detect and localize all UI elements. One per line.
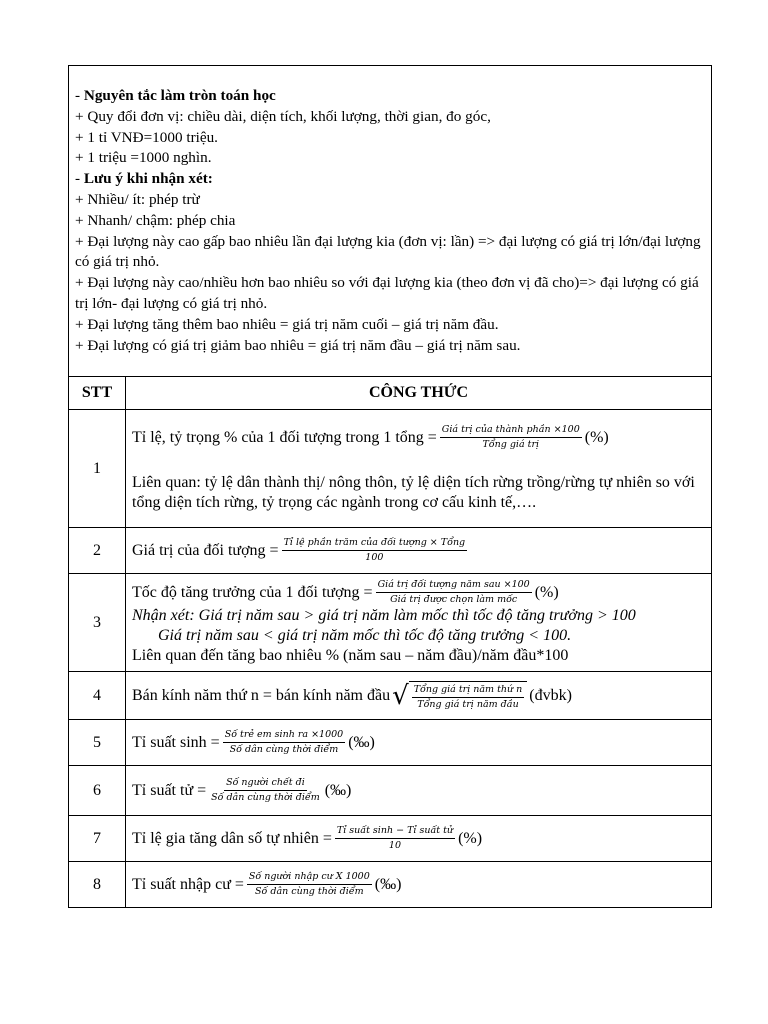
note-line: + Nhanh/ chậm: phép chia bbox=[75, 211, 236, 229]
row-number: 7 bbox=[69, 816, 126, 862]
formula-line bbox=[132, 537, 705, 564]
formula-label: Tỉ suất tử = bbox=[132, 781, 207, 799]
fraction-denominator: Tổng giá trị năm đầu bbox=[417, 698, 519, 710]
note-line: + 1 tỉ VNĐ=1000 triệu. bbox=[75, 128, 218, 146]
fraction-numerator: Tỉ suất sinh − Tỉ suất tử bbox=[335, 825, 455, 839]
fraction bbox=[247, 871, 372, 898]
fraction-numerator: Giá trị đối tượng năm sau ×100 bbox=[376, 579, 532, 593]
row-number: 4 bbox=[69, 672, 126, 720]
formula-label: Tỉ lệ gia tăng dân số tự nhiên = bbox=[132, 829, 332, 847]
note-line: + 1 triệu =1000 nghìn. bbox=[75, 149, 212, 167]
formula-unit: (%) bbox=[458, 829, 483, 847]
fraction-denominator: Số dân cùng thời điểm bbox=[255, 886, 364, 898]
row-number: 1 bbox=[69, 410, 126, 528]
note-line: + Nhiều/ ít: phép trừ bbox=[75, 190, 200, 208]
table-row bbox=[69, 862, 712, 908]
header-formula: CÔNG THỨC bbox=[126, 377, 712, 410]
formula-table bbox=[68, 65, 712, 908]
formula-cell bbox=[126, 410, 712, 528]
table-header bbox=[69, 377, 712, 410]
fraction-numerator: Giá trị của thành phần ×100 bbox=[440, 424, 582, 438]
formula-line bbox=[132, 729, 705, 756]
row-number: 8 bbox=[69, 862, 126, 908]
radical-sign: √ bbox=[392, 680, 409, 711]
formula-label: Tỉ suất nhập cư = bbox=[132, 875, 244, 893]
fraction bbox=[335, 825, 455, 852]
fraction-numerator: Số người chết đi bbox=[224, 777, 307, 791]
fraction-denominator: Tổng giá trị bbox=[482, 439, 540, 451]
note-line: + Đại lượng tăng thêm bao nhiêu = giá trị năm cuối – giá trị năm đầu. bbox=[75, 315, 499, 333]
formula-cell bbox=[126, 574, 712, 672]
table-row bbox=[69, 672, 712, 720]
formula-cell bbox=[126, 766, 712, 816]
fraction bbox=[440, 424, 582, 451]
formula-unit: (đvbk) bbox=[529, 686, 572, 704]
fraction-denominator: Số dân cùng thời điểm bbox=[211, 792, 320, 804]
formula-unit: (‰) bbox=[324, 781, 352, 799]
formula-label: Tỉ lệ, tỷ trọng % của 1 đối tượng trong 1 tổng = bbox=[132, 428, 437, 446]
formula-cell bbox=[126, 720, 712, 766]
fraction-numerator: Số người nhập cư X 1000 bbox=[247, 871, 372, 885]
formula-line bbox=[132, 681, 705, 711]
document bbox=[68, 65, 711, 908]
related-note: Liên quan đến tăng bao nhiêu % (năm sau – năm đầu)/năm đầu*100 bbox=[132, 647, 569, 665]
formula-line bbox=[132, 777, 705, 804]
note-line: + Đại lượng có giá trị giảm bao nhiêu = giá trị năm đầu – giá trị năm sau. bbox=[75, 336, 521, 354]
formula-label: Bán kính năm thứ n = bán kính năm đầu bbox=[132, 686, 391, 704]
formula-unit: (‰) bbox=[374, 875, 402, 893]
note-line: + Đại lượng này cao/nhiều hơn bao nhiêu so với đại lượng kia (theo đơn vị đã cho)=> đại lượng có giá trị lớn- đại lượng có giá trị nhỏ. bbox=[75, 274, 699, 312]
fraction-denominator: 10 bbox=[388, 840, 402, 852]
formula-cell bbox=[126, 862, 712, 908]
formula-cell bbox=[126, 528, 712, 574]
formula-cell bbox=[126, 816, 712, 862]
table-row bbox=[69, 574, 712, 672]
fraction bbox=[209, 777, 322, 804]
formula-label: Giá trị của đối tượng = bbox=[132, 541, 279, 559]
note-heading: Lưu ý khi nhận xét: bbox=[83, 170, 213, 188]
formula-unit: (‰) bbox=[348, 733, 375, 751]
formula-line bbox=[132, 579, 705, 606]
radicand bbox=[409, 681, 528, 711]
formula-cell bbox=[126, 672, 712, 720]
row-number: 6 bbox=[69, 766, 126, 816]
note-prefix: - bbox=[75, 87, 84, 104]
remark-line: Nhận xét: Giá trị năm sau > giá trị năm làm mốc thì tốc độ tăng trưởng > 100 bbox=[132, 607, 636, 625]
related-note: Liên quan: tỷ lệ dân thành thị/ nông thôn, tỷ lệ diện tích rừng trồng/rừng tự nhiên so với tổng diện tích rừng, tỷ trọng các ngành trong cơ cấu kinh tế,…. bbox=[132, 474, 695, 512]
table-row bbox=[69, 410, 712, 528]
fraction bbox=[223, 729, 346, 756]
notes-row bbox=[69, 66, 712, 377]
formula-line bbox=[132, 871, 705, 898]
notes-cell bbox=[69, 66, 712, 377]
table-row bbox=[69, 528, 712, 574]
fraction-denominator: Giá trị được chọn làm mốc bbox=[390, 594, 518, 606]
formula-line bbox=[132, 424, 705, 451]
row-number: 2 bbox=[69, 528, 126, 574]
note-heading: Nguyên tắc làm tròn toán học bbox=[83, 87, 276, 104]
remark-line: Giá trị năm sau < giá trị năm mốc thì tốc độ tăng trưởng < 100. bbox=[158, 627, 572, 645]
note-line: + Đại lượng này cao gấp bao nhiêu lần đại lượng kia (đơn vị: lần) => đại lượng có giá trị lớn/đại lượng có giá trị nhỏ. bbox=[75, 232, 701, 271]
note-line bbox=[75, 86, 711, 107]
fraction-numerator: Tỉ lệ phần trăm của đối tượng × Tổng bbox=[282, 537, 468, 551]
header-stt: STT bbox=[69, 377, 126, 410]
formula-unit: (%) bbox=[584, 428, 609, 446]
formula-line bbox=[132, 825, 705, 852]
note-prefix: - bbox=[75, 170, 84, 188]
formula-label: Tốc độ tăng trưởng của 1 đối tượng = bbox=[132, 583, 373, 601]
table-row bbox=[69, 816, 712, 862]
fraction bbox=[412, 684, 525, 711]
row-number: 5 bbox=[69, 720, 126, 766]
square-root bbox=[392, 681, 527, 711]
note-line bbox=[75, 169, 711, 190]
fraction-denominator: 100 bbox=[365, 552, 384, 564]
table-row bbox=[69, 720, 712, 766]
row-number: 3 bbox=[69, 574, 126, 672]
note-line: + Quy đổi đơn vị: chiều dài, diện tích, khối lượng, thời gian, đo góc, bbox=[75, 107, 491, 125]
fraction-denominator: Số dân cùng thời điểm bbox=[229, 744, 339, 756]
fraction bbox=[282, 537, 468, 564]
formula-label: Tỉ suất sinh = bbox=[132, 733, 220, 751]
fraction bbox=[376, 579, 532, 606]
fraction-numerator: Tổng giá trị năm thứ n bbox=[412, 684, 525, 698]
formula-unit: (%) bbox=[534, 583, 559, 601]
fraction-numerator: Số trẻ em sinh ra ×1000 bbox=[223, 729, 346, 743]
table-row bbox=[69, 766, 712, 816]
